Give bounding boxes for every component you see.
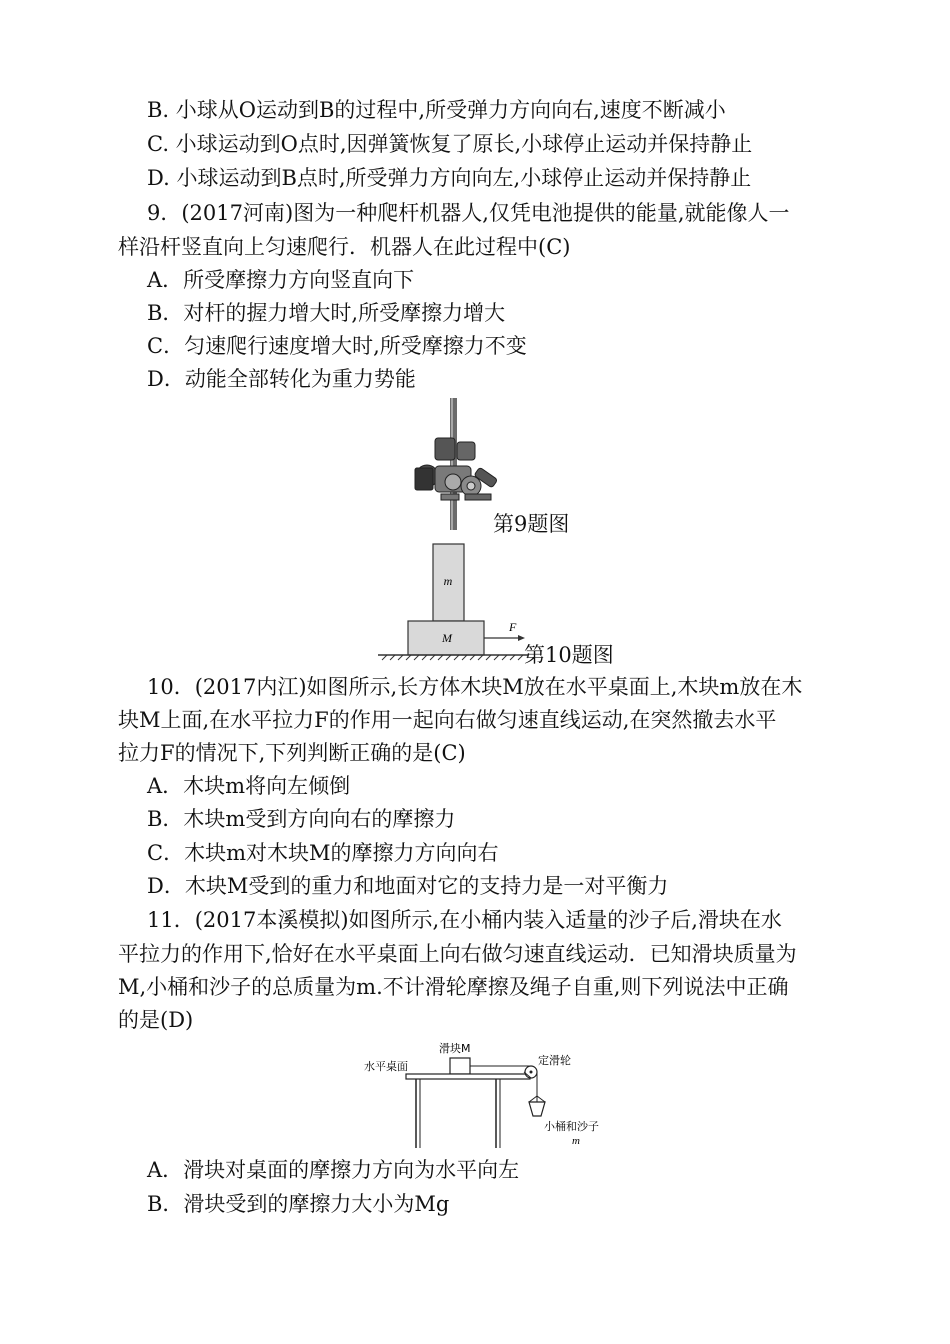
force-F-label: F xyxy=(509,620,517,634)
bucket-label: 小桶和沙子 xyxy=(544,1120,599,1133)
q10-stem-line3: 拉力F的情况下,下列判断正确的是(C) xyxy=(118,741,466,765)
q9-stem-line1: 9．(2017河南)图为一种爬杆机器人,仅凭电池提供的能量,就能像人一 xyxy=(147,201,790,225)
q10-option-b: B．木块m受到方向向右的摩擦力 xyxy=(147,807,456,831)
q11-option-a: A．滑块对桌面的摩擦力方向为水平向左 xyxy=(147,1158,520,1182)
q9-stem-line2: 样沿杆竖直向上匀速爬行．机器人在此过程中(C) xyxy=(118,235,571,259)
q11-stem-line4: 的是(D) xyxy=(118,1008,194,1032)
q8-option-b: B. 小球从O运动到B的过程中,所受弹力方向向右,速度不断减小 xyxy=(147,98,726,122)
q8-option-d: D. 小球运动到B点时,所受弹力方向向左,小球停止运动并保持静止 xyxy=(147,166,752,190)
q11-stem-line2: 平拉力的作用下,恰好在水平桌面上向右做匀速直线运动．已知滑块质量为 xyxy=(118,942,797,966)
q11-option-b: B．滑块受到的摩擦力大小为Mg xyxy=(147,1192,450,1216)
q11-stem-line3: M,小桶和沙子的总质量为m.不计滑轮摩擦及绳子自重,则下列说法中正确 xyxy=(118,975,789,999)
pulley-table-figure xyxy=(364,1040,624,1152)
q9-option-b: B．对杆的握力增大时,所受摩擦力增大 xyxy=(147,301,506,325)
pulley-label: 定滑轮 xyxy=(538,1054,571,1067)
q10-stem-line1: 10．(2017内江)如图所示,长方体木块M放在水平桌面上,木块m放在木 xyxy=(147,675,803,699)
q8-option-c: C. 小球运动到O点时,因弹簧恢复了原长,小球停止运动并保持静止 xyxy=(147,132,753,156)
fig10-caption: 第10题图 xyxy=(524,643,614,667)
q11-stem-line1: 11．(2017本溪模拟)如图所示,在小桶内装入适量的沙子后,滑块在水 xyxy=(147,908,782,932)
q9-option-d: D．动能全部转化为重力势能 xyxy=(147,367,416,391)
q10-option-a: A．木块m将向左倾倒 xyxy=(147,774,351,798)
fig9-caption: 第9题图 xyxy=(493,512,570,536)
q10-option-d: D．木块M受到的重力和地面对它的支持力是一对平衡力 xyxy=(147,874,669,898)
stacked-blocks-figure xyxy=(378,540,528,665)
q10-option-c: C．木块m对木块M的摩擦力方向向右 xyxy=(147,841,499,865)
bucket-mass-label: m xyxy=(572,1135,580,1147)
block-m-label: m xyxy=(443,574,453,588)
slider-block xyxy=(450,1058,470,1074)
table-label: 水平桌面 xyxy=(364,1060,408,1073)
bucket xyxy=(529,1102,545,1116)
q9-option-c: C．匀速爬行速度增大时,所受摩擦力不变 xyxy=(147,334,527,358)
block-M-label: M xyxy=(442,631,452,645)
q10-stem-line2: 块M上面,在水平拉力F的作用一起向右做匀速直线运动,在突然撤去水平 xyxy=(118,708,777,732)
slider-label: 滑块M xyxy=(439,1042,471,1055)
table-top xyxy=(406,1074,530,1079)
q9-option-a: A．所受摩擦力方向竖直向下 xyxy=(147,268,415,292)
